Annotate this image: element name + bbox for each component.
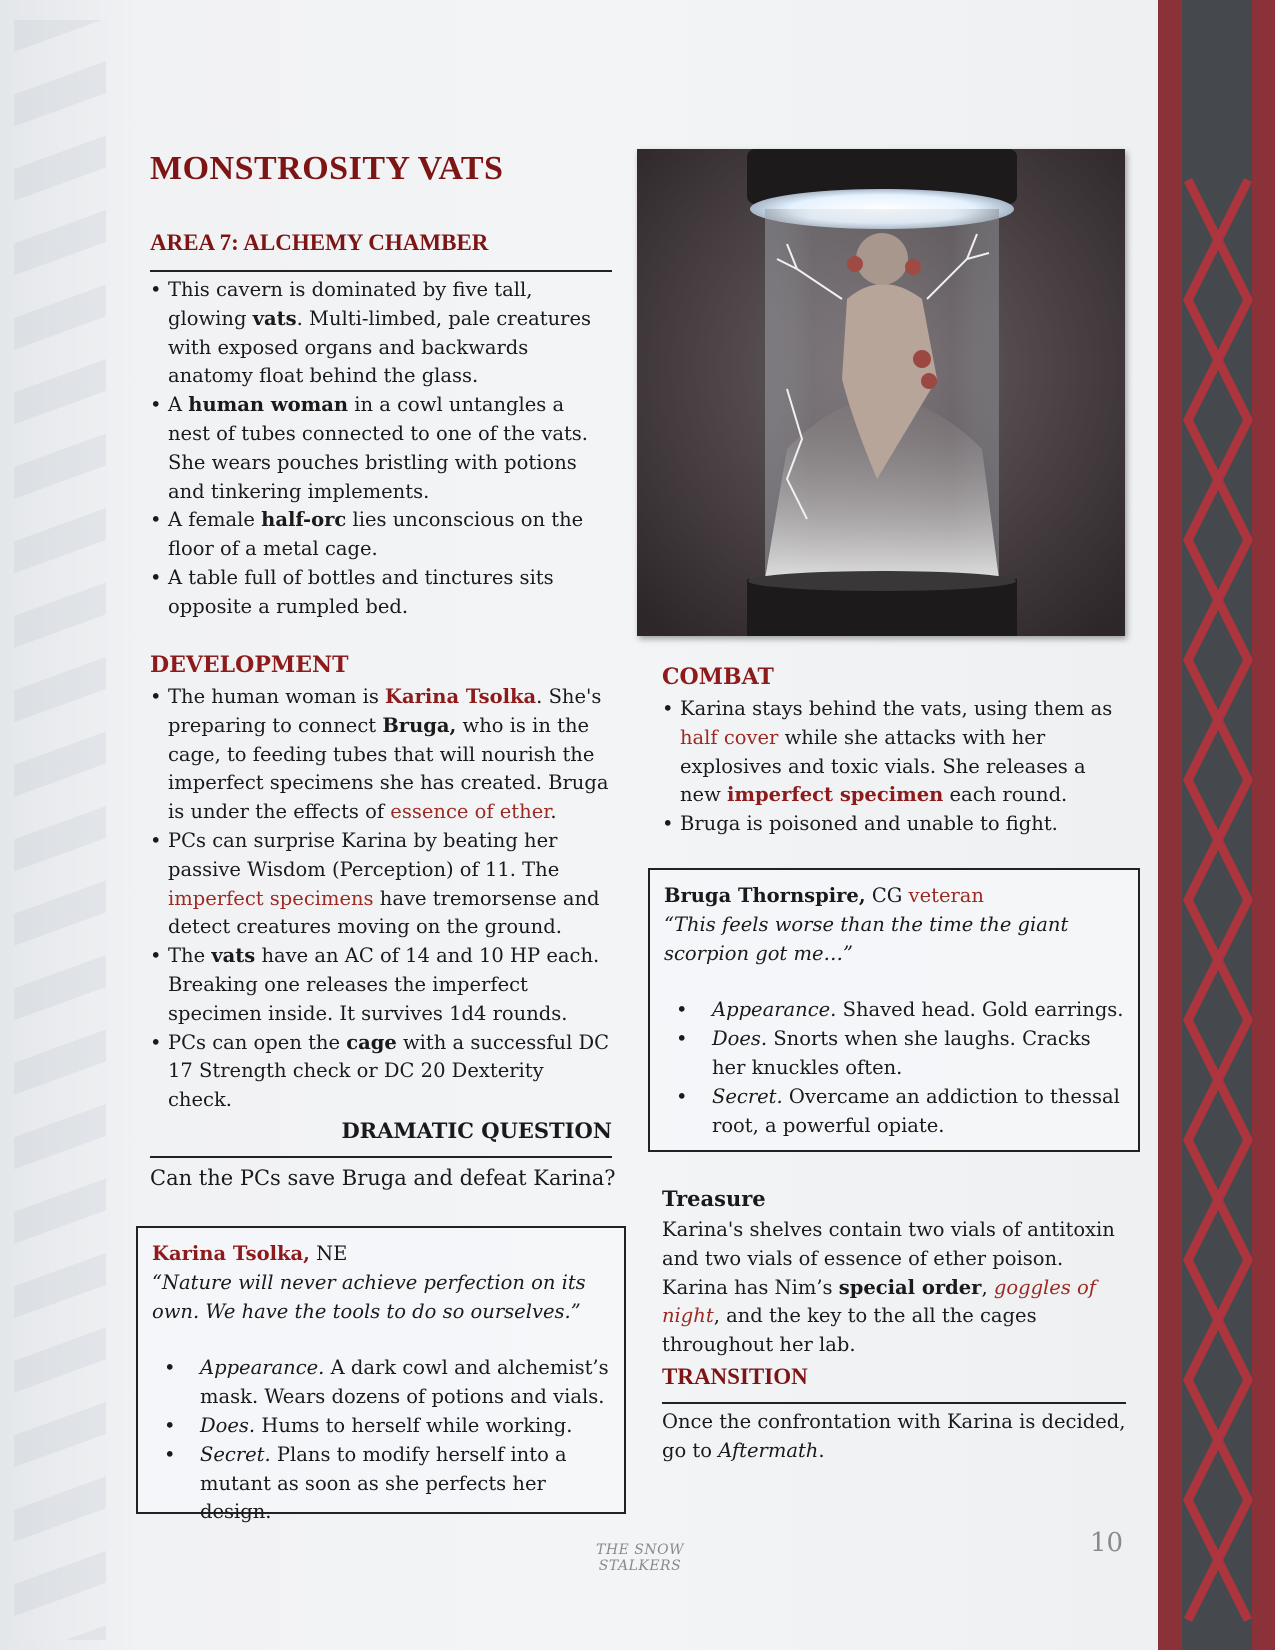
dramatic-question-rule <box>150 1156 612 1158</box>
transition-rule <box>662 1402 1126 1404</box>
essence-of-ether-link[interactable]: essence of ether <box>390 800 551 824</box>
decorative-right-border <box>1158 0 1275 1650</box>
list-item: • A table full of bottles and tinctures sits opposite a rumpled bed. <box>150 564 612 622</box>
footer-book-title: THE SNOW STALKERS <box>596 1542 684 1574</box>
list-item: • Karina stays behind the vats, using them as half cover while she attacks with her explosives and toxic vials. She releases a new imperfect specimen each round. <box>662 695 1132 810</box>
transition-text: Once the confrontation with Karina is decided, go to Aftermath. <box>662 1410 1126 1462</box>
goggles-of-night-link[interactable]: goggles of night <box>662 1275 1096 1328</box>
treasure-text: Karina's shelves contain two vials of antitoxin and two vials of essence of ether poison. Karina has Nim’s special order, goggles of night, and the key to the all the cages throughout her lab. <box>662 1218 1115 1357</box>
decorative-left-strip <box>14 20 106 1640</box>
list-item: • Appearance. A dark cowl and alchemist’s mask. Wears dozens of potions and vials. <box>152 1354 610 1412</box>
npc-trait-list <box>664 996 1124 1140</box>
development-label: DEVELOPMENT <box>150 652 349 678</box>
imperfect-specimens-link[interactable]: imperfect specimens <box>168 886 374 910</box>
development-bullet-list <box>150 683 612 1115</box>
combat-bullet-list <box>662 695 1132 839</box>
area-bullet-list <box>150 276 612 622</box>
npc-quote: “This feels worse than the time the giant scorpion got me…” <box>664 912 1069 965</box>
transition-heading: TRANSITION <box>662 1364 808 1389</box>
list-item: • Bruga is poisoned and unable to fight. <box>662 810 1132 839</box>
area-heading-rule <box>150 270 612 272</box>
page-number: 10 <box>1090 1528 1124 1558</box>
npc-trait-list <box>152 1354 610 1527</box>
monstrosity-vat-illustration <box>637 149 1125 636</box>
list-item: • The vats have an AC of 14 and 10 HP each. Breaking one releases the imperfect specimen inside. It survives 1d4 rounds. <box>150 942 612 1028</box>
half-cover-link[interactable]: half cover <box>680 725 779 749</box>
list-item: • A human woman in a cowl untangles a nest of tubes connected to one of the vats. She wears pouches bristling with potions and tinkering implements. <box>150 391 612 506</box>
combat-label: COMBAT <box>662 664 774 690</box>
npc-name-line: Karina Tsolka, NE <box>152 1242 348 1265</box>
bruga-npc-box <box>648 868 1140 1152</box>
area-heading: AREA 7: ALCHEMY CHAMBER <box>150 230 489 255</box>
list-item: • Appearance. Shaved head. Gold earrings. <box>664 996 1124 1025</box>
karina-npc-box <box>136 1226 626 1524</box>
treasure-heading: Treasure <box>662 1186 766 1211</box>
npc-quote: “Nature will never achieve perfection on its own. We have the tools to do so ourselves.” <box>152 1270 586 1323</box>
npc-name-line: Bruga Thornspire, CG veteran <box>664 884 984 907</box>
dramatic-question-heading: DRAMATIC QUESTION <box>341 1118 612 1143</box>
list-item: • Secret. Overcame an addiction to thessal root, a powerful opiate. <box>664 1083 1124 1141</box>
list-item: • PCs can surprise Karina by beating her passive Wisdom (Perception) of 11. The imperfect specimens have tremorsense and detect creatures moving on the ground. <box>150 827 612 942</box>
list-item: • Does. Snorts when she laughs. Cracks her knuckles often. <box>664 1025 1124 1083</box>
list-item: • This cavern is dominated by five tall, glowing vats. Multi-limbed, pale creatures with exposed organs and backwards anatomy float behind the glass. <box>150 276 612 391</box>
list-item: • A female half-orc lies unconscious on the floor of a metal cage. <box>150 506 612 564</box>
dramatic-question-text: Can the PCs save Bruga and defeat Karina? <box>150 1166 616 1190</box>
list-item: • Secret. Plans to modify herself into a mutant as soon as she perfects her design. <box>152 1441 610 1527</box>
list-item: • The human woman is Karina Tsolka. She's preparing to connect Bruga, who is in the cage, to feeding tubes that will nourish the imperfect specimens she has created. Bruga is under the effects of essence of ether. <box>150 683 612 827</box>
list-item: • PCs can open the cage with a successful DC 17 Strength check or DC 20 Dexterity check. <box>150 1029 612 1115</box>
page-title: MONSTROSITY VATS <box>150 150 504 187</box>
veteran-link[interactable]: veteran <box>908 884 984 907</box>
list-item: • Does. Hums to herself while working. <box>152 1412 610 1441</box>
